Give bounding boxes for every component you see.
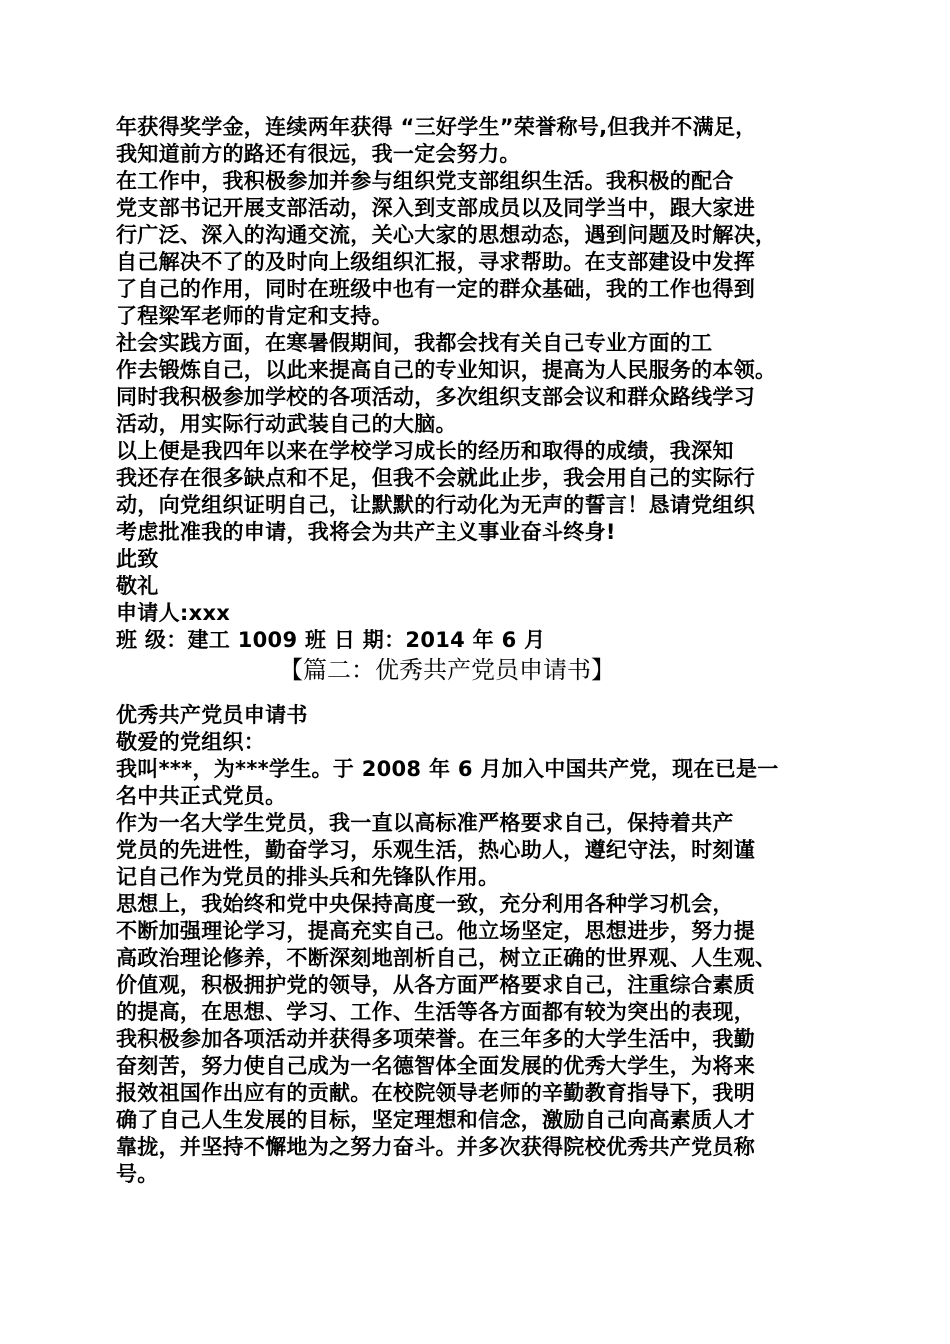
text-line: 价值观，积极拥护党的领导，从各方面严格要求自己，注重综合素质 (116, 973, 755, 997)
part2-text (116, 702, 856, 1188)
text-line: 我积极参加各项活动并获得多项荣誉。在三年多的大学生活中，我勤 (116, 1027, 755, 1051)
text-line: 在工作中，我积极参加并参与组织党支部组织生活。我积极的配合 (116, 169, 734, 193)
text-line: 号。 (116, 1162, 159, 1186)
text-line: 思想上，我始终和党中央保持高度一致，充分利用各种学习机会， (116, 892, 734, 916)
letter-title: 优秀共产党员申请书 (116, 703, 308, 727)
class-date-line: 班 级：建工 1009 班 日 期：2014 年 6 月 (116, 628, 546, 652)
text-line: 同时我积极参加学校的各项活动，多次组织支部会议和群众路线学习 (116, 385, 755, 409)
text-line: 作去锻炼自己，以此来提高自己的专业知识，提高为人民服务的本领。 (116, 358, 777, 382)
closing-salutation: 此致 (116, 547, 159, 571)
text-line: 我还存在很多缺点和不足，但我不会就此止步，我会用自己的实际行 (116, 466, 755, 490)
section-title: 【篇二：优秀共产党员申请书】 (279, 656, 615, 684)
text-line: 行广泛、深入的沟通交流，关心大家的思想动态，遇到问题及时解决， (116, 223, 777, 247)
section-spacer (116, 686, 856, 702)
text-line: 我叫***，为***学生。于 2008 年 6 月加入中国共产党，现在已是一 (116, 757, 779, 781)
text-line: 自己解决不了的及时向上级组织汇报，寻求帮助。在支部建设中发挥 (116, 250, 755, 274)
text-line: 我知道前方的路还有很远，我一定会努力。 (116, 142, 521, 166)
text-line: 考虑批准我的申请，我将会为共产主义事业奋斗终身! (116, 520, 616, 544)
text-line: 动，向党组织证明自己，让默默的行动化为无声的誓言！恳请党组织 (116, 493, 755, 517)
text-line: 记自己作为党员的排头兵和先锋队作用。 (116, 865, 500, 889)
letter-greeting: 敬爱的党组织： (116, 730, 266, 754)
document-body (116, 114, 856, 1188)
text-line: 的提高，在思想、学习、工作、生活等各方面都有较为突出的表现， (116, 1000, 755, 1024)
text-line: 了程梁军老师的肯定和支持。 (116, 304, 393, 328)
text-line: 奋刻苦，努力使自己成为一名德智体全面发展的优秀大学生，为将来 (116, 1054, 755, 1078)
text-line: 不断加强理论学习，提高充实自己。他立场坚定，思想进步，努力提 (116, 919, 755, 943)
closing-regards: 敬礼 (116, 574, 159, 598)
text-line: 高政治理论修养，不断深刻地剖析自己，树立正确的世界观、人生观、 (116, 946, 777, 970)
applicant-line: 申请人:xxx (116, 601, 231, 625)
text-line: 作为一名大学生党员，我一直以高标准严格要求自己，保持着共产 (116, 811, 734, 835)
text-line: 年获得奖学金，连续两年获得 “三好学生”荣誉称号,但我并不满足， (116, 115, 757, 139)
text-line: 名中共正式党员。 (116, 784, 287, 808)
text-line: 了自己的作用，同时在班级中也有一定的群众基础，我的工作也得到 (116, 277, 755, 301)
text-line: 党员的先进性，勤奋学习，乐观生活，热心助人，遵纪守法，时刻谨 (116, 838, 755, 862)
text-line: 确了自己人生发展的目标，坚定理想和信念，激励自己向高素质人才 (116, 1108, 755, 1132)
text-line: 报效祖国作出应有的贡献。在校院领导老师的辛勤教育指导下，我明 (116, 1081, 755, 1105)
text-line: 以上便是我四年以来在学校学习成长的经历和取得的成绩，我深知 (116, 439, 734, 463)
text-line: 党支部书记开展支部活动，深入到支部成员以及同学当中，跟大家进 (116, 196, 755, 220)
text-line: 社会实践方面，在寒暑假期间，我都会找有关自己专业方面的工 (116, 331, 713, 355)
text-line: 靠拢，并坚持不懈地为之努力奋斗。并多次获得院校优秀共产党员称 (116, 1135, 755, 1159)
part1-text (116, 114, 856, 654)
text-line: 活动，用实际行动武装自己的大脑。 (116, 412, 457, 436)
